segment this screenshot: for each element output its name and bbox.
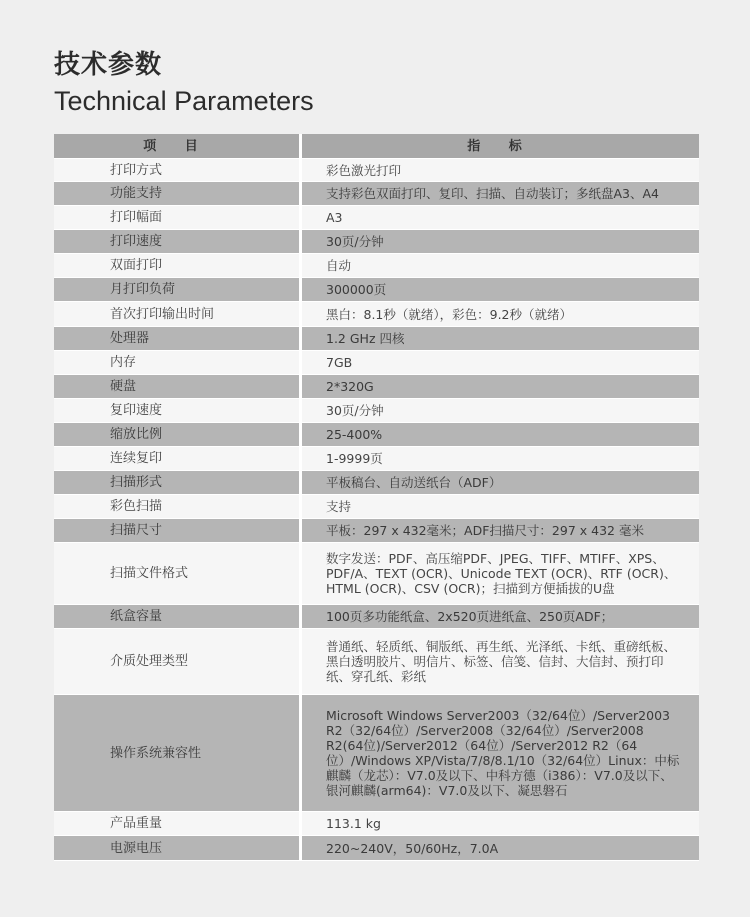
row-key: 扫描文件格式: [54, 543, 302, 605]
table-row: [54, 327, 699, 351]
table-row: [54, 254, 699, 278]
table-row: [54, 230, 699, 254]
table-row: [54, 447, 699, 471]
row-value: 7GB: [302, 351, 699, 375]
table-row: [54, 399, 699, 423]
row-value: 113.1 kg: [302, 812, 699, 836]
row-value: 自动: [302, 254, 699, 278]
row-value: 30页/分钟: [302, 399, 699, 423]
page-title-chinese: 技术参数: [54, 50, 163, 80]
page-title-english: Technical Parameters: [54, 86, 314, 116]
table-header-row: [54, 134, 699, 159]
header-item: 项 目: [54, 134, 302, 159]
table-row: [54, 836, 699, 861]
row-value: 100页多功能纸盒、2x520页进纸盒、250页ADF；: [302, 605, 699, 629]
table-row: [54, 375, 699, 399]
row-key: 双面打印: [54, 254, 302, 278]
row-value: 220~240V，50/60Hz，7.0A: [302, 836, 699, 861]
table-row: [54, 695, 699, 812]
row-value: 支持: [302, 495, 699, 519]
parameters-table: [54, 134, 699, 861]
row-value: 支持彩色双面打印、复印、扫描、自动装订；多纸盘A3、A4: [302, 182, 699, 206]
row-value: 30页/分钟: [302, 230, 699, 254]
table-row: [54, 351, 699, 375]
table-row: [54, 182, 699, 206]
row-key: 彩色扫描: [54, 495, 302, 519]
row-key: 连续复印: [54, 447, 302, 471]
table-row: [54, 605, 699, 629]
table-row: [54, 278, 699, 302]
row-value: 普通纸、轻质纸、铜版纸、再生纸、光泽纸、卡纸、重磅纸板、黑白透明胶片、明信片、标签、信笺、信封、大信封、预打印纸、穿孔纸、彩纸: [302, 629, 699, 695]
row-key: 硬盘: [54, 375, 302, 399]
row-key: 纸盒容量: [54, 605, 302, 629]
table-row: [54, 812, 699, 836]
row-key: 缩放比例: [54, 423, 302, 447]
row-key: 介质处理类型: [54, 629, 302, 695]
row-key: 扫描尺寸: [54, 519, 302, 543]
row-key: 打印幅面: [54, 206, 302, 230]
table-row: [54, 543, 699, 605]
row-key: 首次打印输出时间: [54, 302, 302, 327]
row-value: A3: [302, 206, 699, 230]
row-value: 黑白：8.1秒（就绪），彩色：9.2秒（就绪）: [302, 302, 699, 327]
row-value: 数字发送：PDF、高压缩PDF、JPEG、TIFF、MTIFF、XPS、PDF/A、TEXT (OCR)、Unicode TEXT (OCR)、RTF (OCR)、HTML (OCR)、CSV (OCR)；扫描到方便插拔的U盘: [302, 543, 699, 605]
row-key: 操作系统兼容性: [54, 695, 302, 812]
row-value: 1-9999页: [302, 447, 699, 471]
table-row: [54, 302, 699, 327]
header-spec: 指 标: [302, 134, 699, 159]
row-key: 扫描形式: [54, 471, 302, 495]
row-key: 打印速度: [54, 230, 302, 254]
table-row: [54, 471, 699, 495]
row-key: 复印速度: [54, 399, 302, 423]
row-value: 300000页: [302, 278, 699, 302]
table-row: [54, 629, 699, 695]
row-value: Microsoft Windows Server2003（32/64位）/Server2003 R2（32/64位）/Server2008（32/64位）/Server2008 R2(64位)/Server2012（64位）/Server2012 R2（64位）/Windows XP/Vista/7/8/8.1/10（32/64位）Linux：中标麒麟（龙芯）：V7.0及以下、中科方德（i386）：V7.0及以下、银河麒麟(arm64)：V7.0及以下、凝思磐石: [302, 695, 699, 812]
row-value: 25-400%: [302, 423, 699, 447]
row-value: 彩色激光打印: [302, 159, 699, 182]
table-row: [54, 159, 699, 182]
row-value: 平板稿台、自动送纸台（ADF）: [302, 471, 699, 495]
row-key: 打印方式: [54, 159, 302, 182]
table-row: [54, 519, 699, 543]
table-row: [54, 495, 699, 519]
row-value: 平板：297 x 432毫米；ADF扫描尺寸：297 x 432 毫米: [302, 519, 699, 543]
table-row: [54, 206, 699, 230]
row-key: 电源电压: [54, 836, 302, 861]
row-key: 内存: [54, 351, 302, 375]
row-value: 1.2 GHz 四核: [302, 327, 699, 351]
table-row: [54, 423, 699, 447]
row-value: 2*320G: [302, 375, 699, 399]
row-key: 月打印负荷: [54, 278, 302, 302]
row-key: 产品重量: [54, 812, 302, 836]
row-key: 处理器: [54, 327, 302, 351]
row-key: 功能支持: [54, 182, 302, 206]
